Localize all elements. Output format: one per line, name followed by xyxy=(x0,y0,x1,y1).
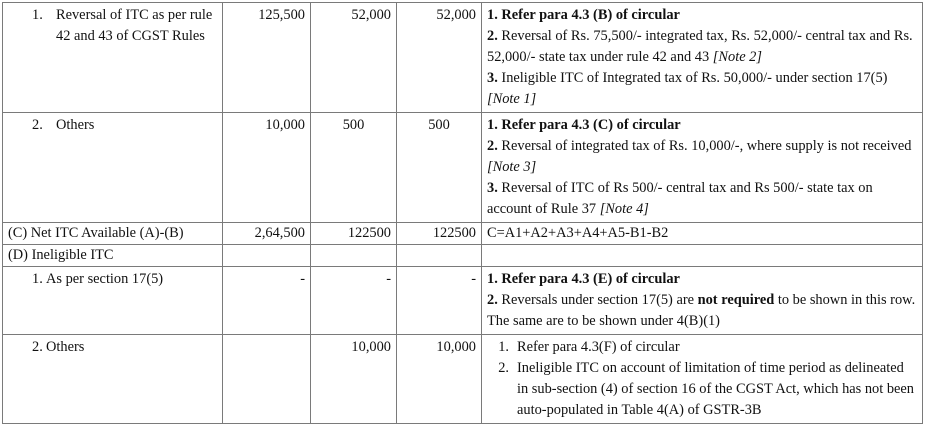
integrated-tax-cell: 125,500 xyxy=(223,3,311,113)
central-tax-cell: 52,000 xyxy=(311,3,397,113)
table-row-others xyxy=(3,113,923,223)
remarks-cell xyxy=(482,335,923,424)
remark-text: Reversal of integrated tax of Rs. 10,000/-, where supply is not received xyxy=(501,138,912,154)
row-label-text: As per section 17(5) xyxy=(46,271,164,287)
remark-item: 2. Reversals under section 17(5) are not required to be shown in this row. The same are to be shown under 4(B)(1) xyxy=(487,292,916,329)
table-row-others-ineligible xyxy=(3,335,923,424)
empty-cell xyxy=(397,245,482,267)
row-label-text: Reversal of ITC as per rule 42 and 43 of CGST Rules xyxy=(56,7,213,44)
remark-text: Reversals under section 17(5) are xyxy=(501,292,698,308)
remark-text: Refer para 4.3(F) of circular xyxy=(517,339,680,355)
itc-table xyxy=(2,2,923,424)
row-label xyxy=(3,113,223,223)
integrated-tax-cell: 10,000 xyxy=(223,113,311,223)
remarks-cell xyxy=(482,267,923,335)
empty-cell xyxy=(223,245,311,267)
row-number: 2. xyxy=(32,117,43,133)
formula-cell: C=A1+A2+A3+A4+A5-B1-B2 xyxy=(482,223,923,245)
remarks-cell xyxy=(482,3,923,113)
row-number: 1. xyxy=(32,271,43,287)
remark-item: 1. Refer para 4.3 (B) of circular xyxy=(487,7,680,23)
state-tax-cell: 500 xyxy=(397,113,482,223)
row-number: 2. xyxy=(32,339,43,355)
empty-cell xyxy=(482,245,923,267)
central-tax-cell: 122500 xyxy=(311,223,397,245)
integrated-tax-cell: 2,64,500 xyxy=(223,223,311,245)
remark-note: [Note 4] xyxy=(599,201,649,217)
remark-bold: Refer para 4.3 (E) of circular xyxy=(501,271,680,287)
row-label: (D) Ineligible ITC xyxy=(3,245,223,267)
central-tax-cell: - xyxy=(311,267,397,335)
remark-item: 2. Reversal of integrated tax of Rs. 10,000/-, where supply is not received [Note 3] xyxy=(487,138,912,175)
remark-bold: Refer para 4.3 (B) of circular xyxy=(501,7,680,23)
remark-bold: Refer para 4.3 (C) of circular xyxy=(501,117,681,133)
integrated-tax-cell xyxy=(223,335,311,424)
state-tax-cell: 10,000 xyxy=(397,335,482,424)
integrated-tax-cell: - xyxy=(223,267,311,335)
remark-bold: not required xyxy=(697,292,775,308)
remark-text: Ineligible ITC on account of limitation of time period as delineated in sub-section (4) of section 16 of the CGST Act, which has not been auto-populated in Table 4(A) of GSTR-3B xyxy=(517,360,915,418)
table-row-ineligible-itc xyxy=(3,245,923,267)
remark-text: Reversal of ITC of Rs 500/- central tax and Rs 500/- state tax on account of Rule 37 xyxy=(487,180,873,217)
table-row-net-itc xyxy=(3,223,923,245)
remark-text: Reversal of Rs. 75,500/- integrated tax, Rs. 52,000/- central tax and Rs. 52,000/- state tax under rule 42 and 43 xyxy=(487,28,913,65)
row-label-text: Others xyxy=(46,339,85,355)
remark-text: to be shown in this row. The same are to be shown under 4(B)(1) xyxy=(487,292,916,329)
remark-note: [Note 2] xyxy=(712,49,762,65)
state-tax-cell: - xyxy=(397,267,482,335)
row-label xyxy=(3,3,223,113)
remarks-cell xyxy=(482,113,923,223)
table-row-section-17-5 xyxy=(3,267,923,335)
state-tax-cell: 52,000 xyxy=(397,3,482,113)
remark-item: 1. Refer para 4.3(F) of circular xyxy=(487,337,917,358)
remark-item: 1. Refer para 4.3 (E) of circular xyxy=(487,271,680,287)
remark-item: 1. Refer para 4.3 (C) of circular xyxy=(487,117,681,133)
central-tax-cell: 10,000 xyxy=(311,335,397,424)
table-row-reversal-itc xyxy=(3,3,923,113)
row-label xyxy=(3,335,223,424)
empty-cell xyxy=(311,245,397,267)
central-tax-cell: 500 xyxy=(311,113,397,223)
row-number: 1. xyxy=(32,7,43,23)
row-label: (C) Net ITC Available (A)-(B) xyxy=(3,223,223,245)
remark-item: 2. Ineligible ITC on account of limitation of time period as delineated in sub-section (4) of section 16 of the CGST Act, which has not been auto-populated in Table 4(A) of GSTR-3B xyxy=(487,358,917,421)
remark-text: Ineligible ITC of Integrated tax of Rs. 50,000/- under section 17(5) xyxy=(501,70,888,86)
remark-item: 3. Ineligible ITC of Integrated tax of Rs. 50,000/- under section 17(5) [Note 1] xyxy=(487,70,888,107)
remark-item: 2. Reversal of Rs. 75,500/- integrated tax, Rs. 52,000/- central tax and Rs. 52,000/- state tax under rule 42 and 43 [Note 2] xyxy=(487,28,913,65)
row-label xyxy=(3,267,223,335)
remark-item: 3. Reversal of ITC of Rs 500/- central tax and Rs 500/- state tax on account of Rule 37 [Note 4] xyxy=(487,180,873,217)
remark-note: [Note 1] xyxy=(487,91,537,107)
state-tax-cell: 122500 xyxy=(397,223,482,245)
remark-note: [Note 3] xyxy=(487,159,537,175)
row-label-text: Others xyxy=(56,117,95,133)
